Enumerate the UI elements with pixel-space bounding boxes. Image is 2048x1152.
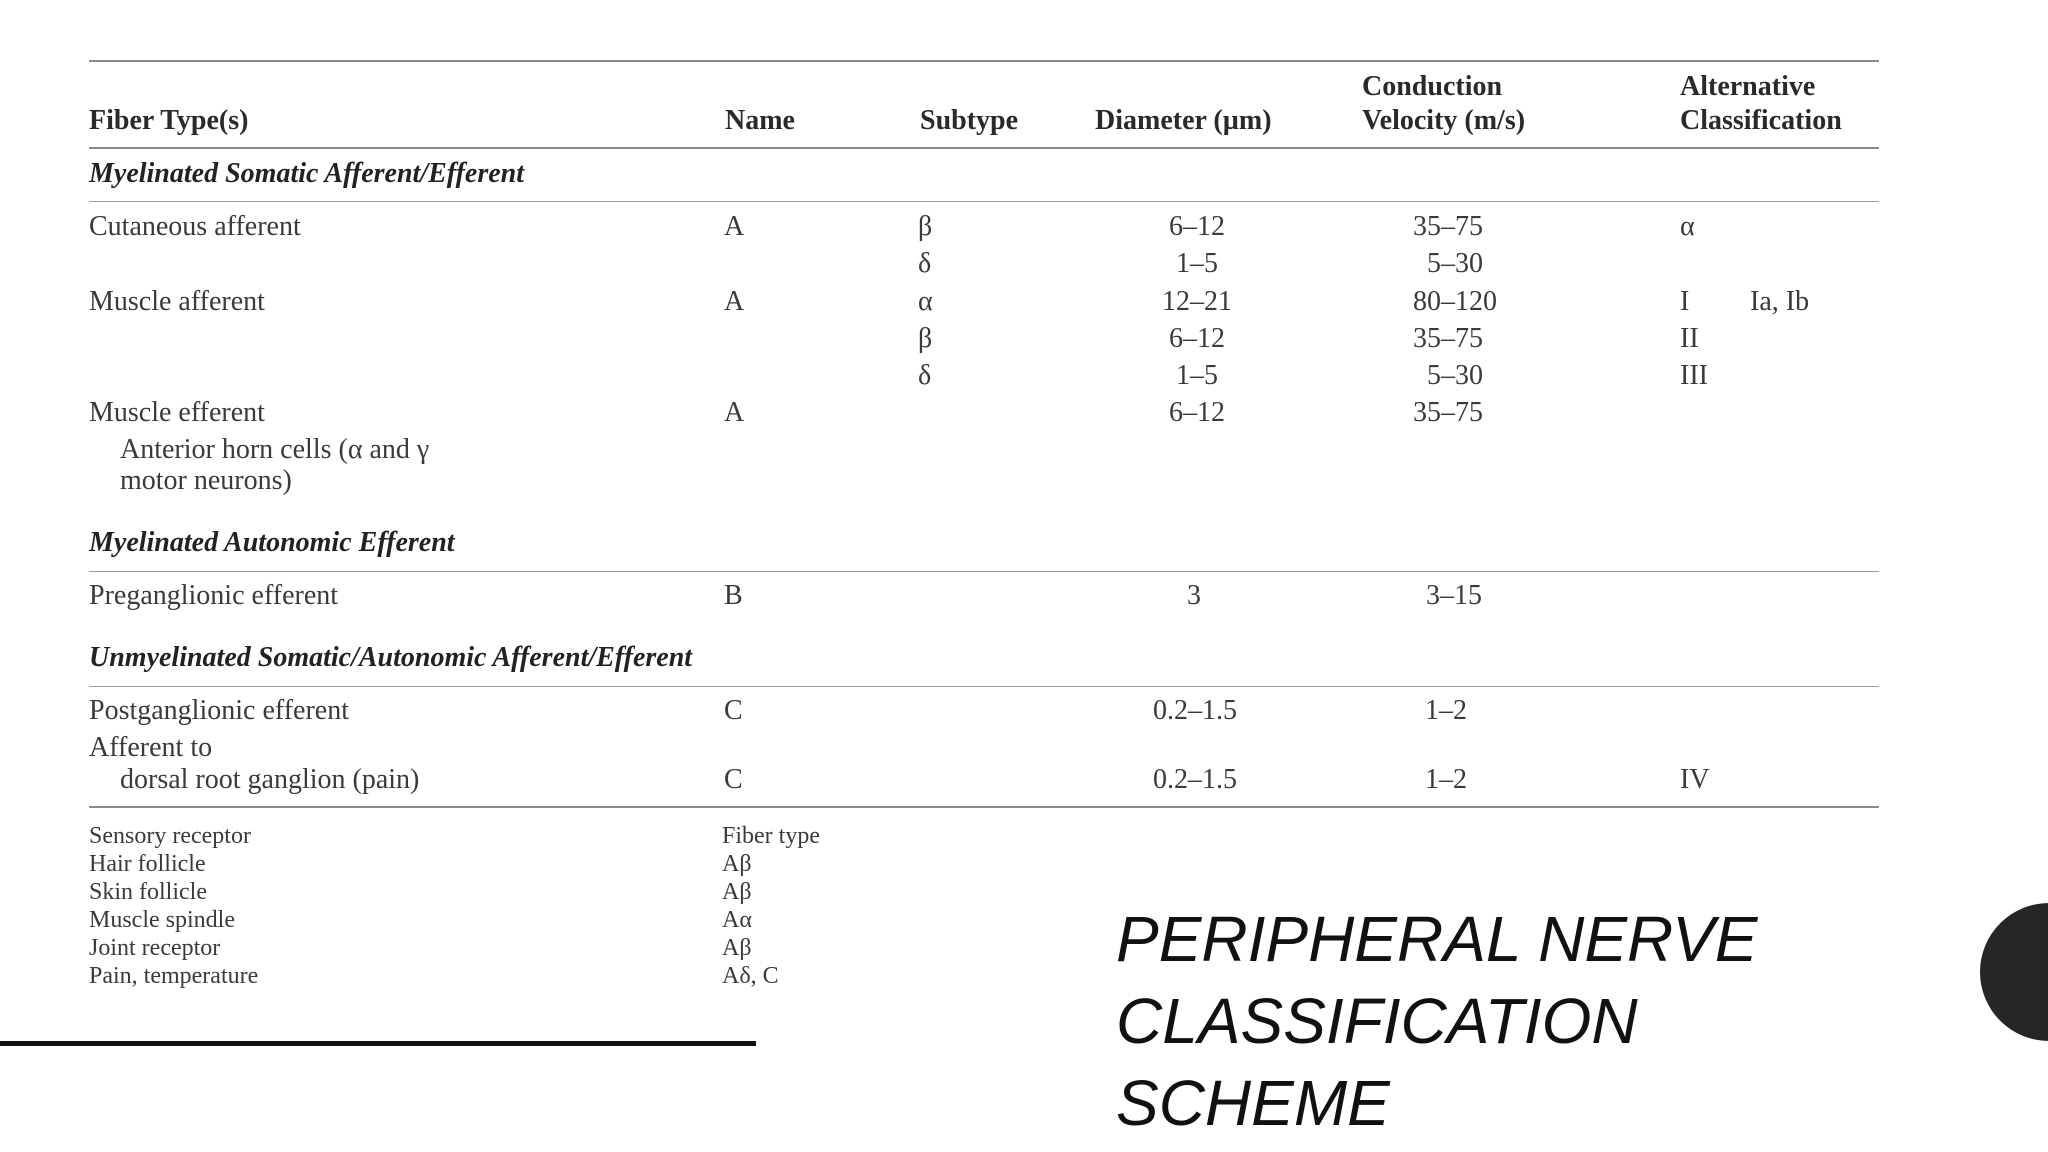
fiber-type-cell: Cutaneous afferent (89, 211, 301, 242)
legend-header: Sensory receptor (89, 823, 251, 849)
diameter-cell: 12–21 (1162, 286, 1232, 317)
legend-item: Skin follicle (89, 879, 207, 905)
name-cell: A (724, 286, 745, 317)
header-fiber-types: Fiber Type(s) (89, 105, 249, 136)
legend-item: Aβ (722, 879, 752, 905)
decorative-circle (1980, 903, 2048, 1041)
velocity-cell: 1–2 (1425, 695, 1467, 726)
velocity-cell: 3–15 (1426, 580, 1482, 611)
velocity-cell: 35–75 (1413, 323, 1483, 354)
table-top-rule (89, 60, 1879, 62)
section-rule (89, 201, 1879, 202)
section-title-autonomic: Myelinated Autonomic Efferent (89, 527, 455, 558)
legend-header: Fiber type (722, 823, 820, 849)
slide-title-line: CLASSIFICATION (1116, 985, 1638, 1057)
legend-item: Pain, temperature (89, 963, 259, 989)
diameter-cell: 0.2–1.5 (1153, 764, 1237, 795)
legend-item: Aβ (722, 935, 752, 961)
name-cell: C (724, 764, 743, 795)
fiber-subtext: dorsal root ganglion (pain) (120, 764, 420, 795)
header-subtype: Subtype (920, 105, 1019, 136)
diameter-cell: 1–5 (1176, 360, 1218, 391)
header-name: Name (725, 105, 795, 136)
header-velocity-line2: Velocity (m/s) (1362, 105, 1526, 136)
slide-title-line: PERIPHERAL NERVE (1116, 903, 1758, 975)
decorative-underline (0, 1041, 756, 1046)
alt-class-cell: IV (1680, 764, 1710, 795)
velocity-cell: 80–120 (1413, 286, 1497, 317)
velocity-cell: 35–75 (1413, 211, 1483, 242)
name-cell: A (724, 211, 745, 242)
header-alt-line1: Alternative (1680, 71, 1816, 102)
legend-item: Muscle spindle (89, 907, 235, 933)
section-title-somatic: Myelinated Somatic Afferent/Efferent (89, 158, 525, 189)
velocity-cell: 5–30 (1427, 248, 1483, 279)
section-title-unmyelinated: Unmyelinated Somatic/Autonomic Afferent/Efferent (89, 642, 693, 673)
alt-class-subcell: Ia, Ib (1750, 286, 1810, 317)
legend-item: Aα (722, 907, 752, 933)
velocity-cell: 1–2 (1425, 764, 1467, 795)
slide-title (1116, 898, 1757, 1144)
fiber-type-cell: Muscle efferent (89, 397, 265, 428)
header-velocity-line1: Conduction (1362, 71, 1503, 102)
fiber-type-cell: Preganglionic efferent (89, 580, 339, 611)
diameter-cell: 1–5 (1176, 248, 1218, 279)
header-alt-line2: Classification (1680, 105, 1842, 136)
subtype-cell: β (918, 323, 933, 354)
section-rule (89, 686, 1879, 687)
legend-item: Hair follicle (89, 851, 206, 877)
diameter-cell: 0.2–1.5 (1153, 695, 1237, 726)
header-diameter: Diameter (µm) (1095, 105, 1272, 136)
legend-receptor-column (89, 822, 258, 990)
legend-item: Joint receptor (89, 935, 221, 961)
fiber-subtext: Anterior horn cells (α and γ (120, 434, 430, 465)
velocity-cell: 5–30 (1427, 360, 1483, 391)
legend-item: Aδ, C (722, 963, 779, 989)
velocity-cell: 35–75 (1413, 397, 1483, 428)
fiber-type-cell: Muscle afferent (89, 286, 265, 317)
diameter-cell: 6–12 (1169, 323, 1225, 354)
fiber-type-cell: Postganglionic efferent (89, 695, 349, 726)
diameter-cell: 6–12 (1169, 211, 1225, 242)
alt-class-cell: I (1680, 286, 1690, 317)
diameter-cell: 6–12 (1169, 397, 1225, 428)
alt-class-cell: II (1680, 323, 1699, 354)
alt-class-cell: α (1680, 211, 1695, 242)
name-cell: C (724, 695, 743, 726)
alt-class-cell: III (1680, 360, 1708, 391)
fiber-subtext: motor neurons) (120, 465, 292, 496)
table-bottom-rule (89, 806, 1879, 808)
diameter-cell: 3 (1187, 580, 1201, 611)
legend-fiber-column (722, 822, 820, 990)
header-bottom-rule (89, 147, 1879, 149)
fiber-type-cell: Afferent to (89, 732, 213, 763)
subtype-cell: β (918, 211, 933, 242)
legend-item: Aβ (722, 851, 752, 877)
slide-title-line: SCHEME (1116, 1067, 1390, 1139)
name-cell: A (724, 397, 745, 428)
section-rule (89, 571, 1879, 572)
subtype-cell: δ (918, 360, 932, 391)
name-cell: B (724, 580, 743, 611)
subtype-cell: α (918, 286, 933, 317)
subtype-cell: δ (918, 248, 932, 279)
